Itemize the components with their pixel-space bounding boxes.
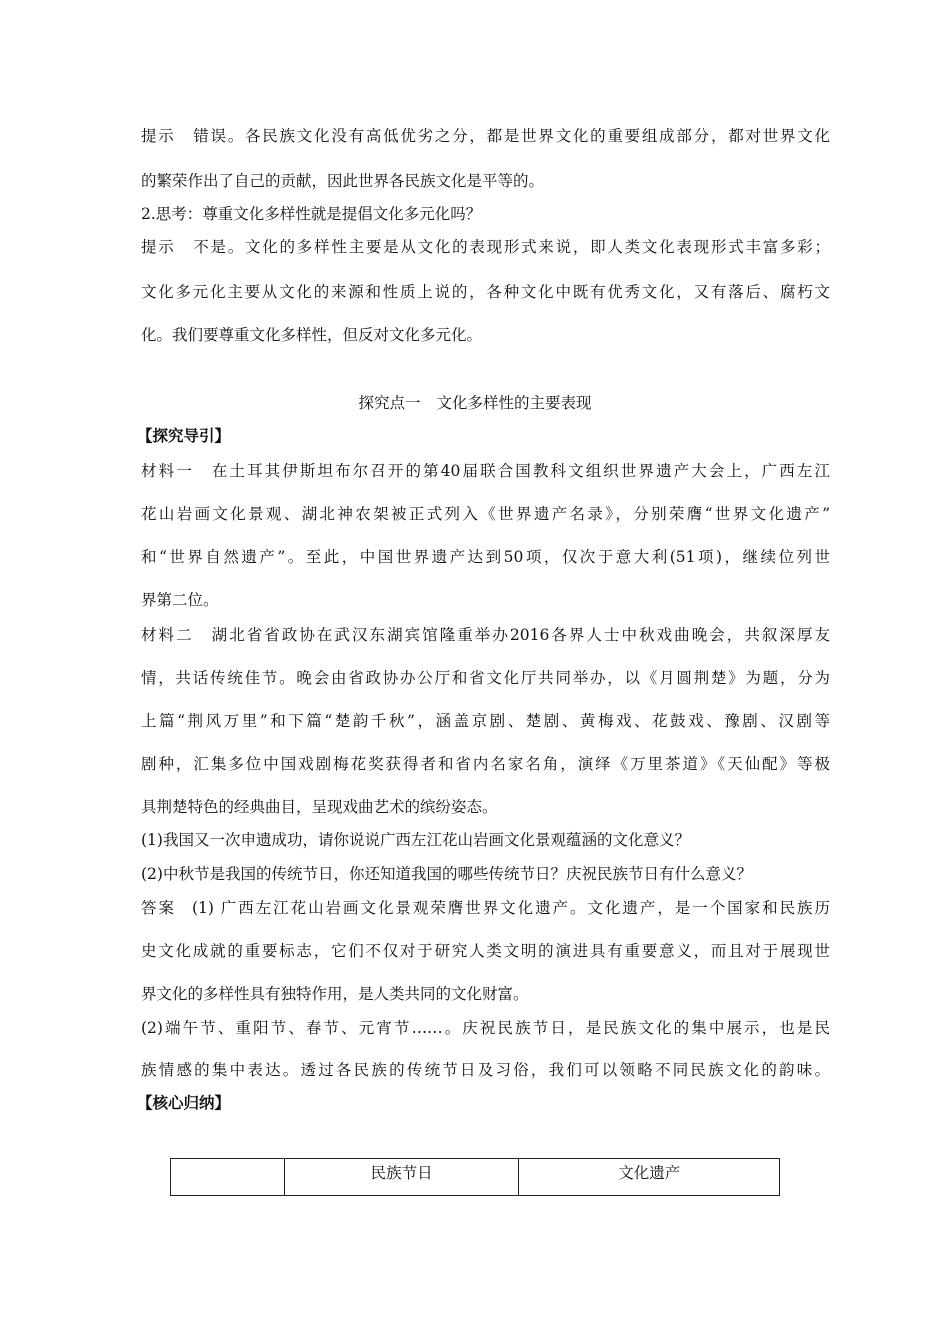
section-label: 探究点一 <box>358 394 421 412</box>
hint1-line1 <box>141 126 830 146</box>
table-header-cell <box>171 1159 285 1196</box>
table-header-cell: 民族节日 <box>284 1159 519 1196</box>
answer-label: 答案 <box>141 899 176 917</box>
material2-line3: 上篇“荆风万里”和下篇“楚韵千秋”，涵盖京剧、楚剧、黄梅戏、花鼓戏、豫剧、汉剧等 <box>141 712 830 730</box>
material2-text: 湖北省省政协在武汉东湖宾馆隆重举办2016各界人士中秋戏曲晚会，共叙深厚友 <box>209 626 830 644</box>
material2-line2: 情，共话传统佳节。晚会由省政协办公厅和省文化厅共同举办，以《月圆荆楚》为题，分为 <box>141 669 830 687</box>
table-header-cell: 文化遗产 <box>519 1159 780 1196</box>
material2-line5: 具荆楚特色的经典曲目，呈现戏曲艺术的缤纷姿态。 <box>141 798 498 816</box>
hint2-line3: 化。我们要尊重文化多样性，但反对文化多元化。 <box>141 326 483 344</box>
material1-text: 在土耳其伊斯坦布尔召开的第40届联合国教科文组织世界遗产大会上，广西左江 <box>209 462 830 480</box>
question-2: 2.思考：尊重文化多样性就是提倡文化多元化吗？ <box>141 205 482 223</box>
summary-table <box>170 1158 780 1196</box>
hint2-line2: 文化多元化主要从文化的来源和性质上说的，各种文化中既有优秀文化，又有落后、腐朽文 <box>141 283 830 301</box>
hint-label: 提示 <box>141 127 176 145</box>
answer-line3: 界文化的多样性具有独特作用，是人类共同的文化财富。 <box>141 985 529 1003</box>
table-row <box>171 1159 780 1196</box>
answer-line1 <box>141 898 830 918</box>
answer-line5: 族情感的集中表达。透过各民族的传统节日及习俗，我们可以领略不同民族文化的韵味。 <box>141 1061 830 1079</box>
material1-line4: 界第二位。 <box>141 591 219 609</box>
guide-heading: 【探究导引】 <box>137 426 231 445</box>
hint-label: 提示 <box>141 238 176 256</box>
hint2-line1 <box>141 237 830 257</box>
material-label: 材料二 <box>141 626 194 644</box>
section-title <box>0 393 950 413</box>
question-2-festival: (2)中秋节是我国的传统节日，你还知道我国的哪些传统节日？庆祝民族节日有什么意义？ <box>141 865 752 883</box>
material1-line1 <box>141 461 830 481</box>
answer-line2: 史文化成就的重要标志，它们不仅对于研究人类文明的演进具有重要意义，而且对于展现世 <box>141 942 830 960</box>
hint1-line2: 的繁荣作出了自己的贡献，因此世界各民族文化是平等的。 <box>141 172 545 190</box>
core-heading: 【核心归纳】 <box>137 1093 231 1112</box>
section-heading: 文化多样性的主要表现 <box>436 394 592 412</box>
material2-line1 <box>141 625 830 645</box>
material-label: 材料一 <box>141 462 194 480</box>
material1-line3: 和“世界自然遗产”。至此，中国世界遗产达到50项，仅次于意大利(51项)，继续位列世 <box>141 548 830 566</box>
answer-line4: (2)端午节、重阳节、春节、元宵节……。庆祝民族节日，是民族文化的集中展示，也是民 <box>141 1019 830 1037</box>
hint1-text: 错误。各民族文化没有高低优劣之分，都是世界文化的重要组成部分，都对世界文化 <box>191 127 830 145</box>
material2-line4: 剧种，汇集多位中国戏剧梅花奖获得者和省内名家名角，演绎《万里茶道》《天仙配》等极 <box>141 755 830 773</box>
material1-line2: 花山岩画文化景观、湖北神农架被正式列入《世界遗产名录》，分别荣膺“世界文化遗产” <box>141 505 830 523</box>
question-1: (1)我国又一次申遗成功，请你说说广西左江花山岩画文化景观蕴涵的文化意义？ <box>141 831 690 849</box>
answer-text: (1) 广西左江花山岩画文化景观荣膺世界文化遗产。文化遗产，是一个国家和民族历 <box>191 899 830 917</box>
hint2-text: 不是。文化的多样性主要是从文化的表现形式来说，即人类文化表现形式丰富多彩； <box>191 238 830 256</box>
